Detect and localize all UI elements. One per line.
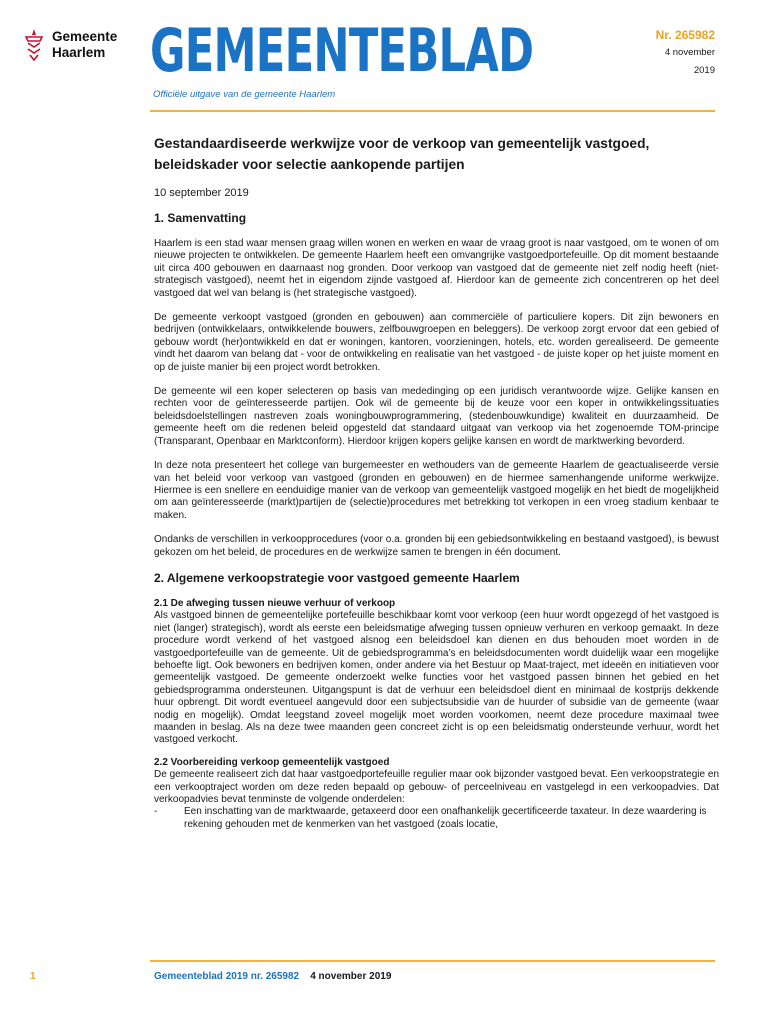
logo-line-2: Haarlem: [52, 45, 106, 60]
masthead-subtitle: Officiële uitgave van de gemeente Haarlem: [153, 89, 336, 100]
paragraph: De gemeente realiseert zich dat haar vastgoedportefeuille regulier maar ook bijzonder vastgoed bevat. Een verkoopstrategie en een verkooptraject worden om deze reden bepaald op gebouw- of perceelniveau en vastgelegd in een verkoopadvies. Dat verkoopadvies bevat tenminste de volgende onderdelen:: [154, 769, 719, 806]
issue-number: Nr. 265982: [655, 28, 715, 42]
paragraph: De gemeente wil een koper selecteren op basis van mededinging op een juridisch verantwoorde wijze. Gelijke kansen en rechten voor de geïnteresseerde partijen. Ook wil de gemeente bij de keuze voor een koper in ontwikkelingssituaties beleidsdoelstellingen nastreven zoals woningbouwprogrammering, (stedenbouwkundige) kwaliteit en duurzaamheid. De gemeente heeft om die redenen beleid opgesteld dat standaard uitgaat van verkoop via het zogenoemde TOM-principe (Transparant, Openbaar en Marktconform). Hierdoor krijgen kopers gelijke kansen en wordt de marktwerking bevorderd.: [154, 386, 719, 447]
haarlem-crest-icon: [22, 27, 46, 61]
logo-line-1: Gemeente: [52, 29, 118, 44]
document-title: Gestandaardiseerde werkwijze voor de verkoop van gemeentelijk vastgoed, beleidskader voor selectie aankopende partijen: [154, 136, 650, 172]
masthead-title: GEMEENTEBLAD: [150, 16, 534, 86]
issue-info: [656, 26, 715, 80]
issue-date: 4 november: [664, 47, 715, 58]
list-bullet: -: [154, 806, 158, 818]
paragraph: Ondanks de verschillen in verkoopprocedures (voor o.a. gronden bij een gebiedsontwikkeling en bestaand vastgoed), is bewust gekozen om het beleid, de procedures en de werkwijze samen te brengen in één document.: [154, 534, 719, 558]
subsection-heading: 2.1 De afweging tussen nieuwe verhuur of verkoop: [154, 597, 396, 609]
page-number: 1: [30, 971, 36, 982]
footer-publication: Gemeenteblad 2019 nr. 265982: [154, 971, 300, 982]
header-divider: [150, 110, 715, 112]
footer-date: 4 november 2019: [310, 971, 392, 982]
section-heading-summary: 1. Samenvatting: [154, 211, 247, 225]
document-body: [154, 133, 719, 831]
issue-year: 2019: [693, 65, 715, 76]
paragraph: In deze nota presenteert het college van burgemeester en wethouders van de gemeente Haarlem de geactualiseerde versie van het beleid voor verkoop van vastgoed (gronden en gebouwen) en de hiermee samenhangende uniforme werkwijze. Hiermee is een snellere en eenduidige manier van de verkoop van gemeentelijk vastgoed mogelijk en het biedt de mogelijkheid om aan geïnteresseerde (markt)partijen de (selectie)procedures met betrekking tot verkopen in een vroeg stadium kenbaar te maken.: [154, 460, 719, 521]
list-item: [154, 806, 719, 831]
footer-citation: [154, 971, 391, 982]
subsection-heading: 2.2 Voorbereiding verkoop gemeentelijk vastgoed: [154, 756, 390, 768]
section-heading-strategy: 2. Algemene verkoopstrategie voor vastgoed gemeente Haarlem: [154, 570, 520, 585]
paragraph: Als vastgoed binnen de gemeentelijke portefeuille beschikbaar komt voor verkoop (een huur wordt opgezegd of het vastgoed is niet (langer) strategisch), wordt als eerste een beleidsmatige afweging tussen opnieuw verhuren en verkoop gemaakt. In deze procedure wordt verkend of het vastgoed alsnog een beleidsdoel kan dienen en dus behouden moet worden in de vastgoedportefeuille van de gemeente. Uit de gebiedsprogramma’s en beleidsdocumenten wordt duidelijk waar een mogelijke behoefte ligt. Ook bewoners en bedrijven komen, onder andere via het Bestuur op Maat-traject, met ideeën en initiatieven voor gemeentelijk vastgoed. De gemeente onderzoekt welke functies voor het vastgoed passen binnen het gebied en het gebiedsprogramma ondersteunen. Uitgangspunt is dat de verhuur een beleidsdoel dient en minimaal de kostprijs dekkende huur opbrengt. Dit wordt eventueel aangevuld door een subjectsubsidie van de huurder of subsidie van de gemeente (waar nodig en mogelijk). Omdat leegstand zoveel mogelijk moet worden voorkomen, neemt deze procedure maximaal twee maanden in beslag. Als na deze twee maanden geen concreet zicht is op een beleidsmatig ondersteunde verhuur, wordt het vastgoed verkocht.: [154, 610, 719, 746]
document-date: 10 september 2019: [154, 187, 249, 199]
list-item-text: Een inschatting van de marktwaarde, getaxeerd door een onafhankelijk gecertificeerde taxateur. In deze waardering is rekening gehouden met de kenmerken van het vastgoed (zoals locatie,: [184, 806, 707, 830]
paragraph: Haarlem is een stad waar mensen graag willen wonen en werken en waar de vraag groot is naar vastgoed, om te wonen of om nieuwe projecten te ontwikkelen. De gemeente Haarlem heeft een omvangrijke vastgoedportefeuille. Op dit moment bestaande uit circa 400 gebouwen en daarnaast nog gronden. Door verkoop van vastgoed dat de gemeente niet zelf nodig heeft (niet-strategisch vastgoed), neemt het in eigendom zijnde vastgoed af. Hierdoor kan de gemeente zich concentreren op het deel vastgoed dat wel van belang is (het strategische vastgoed).: [154, 238, 719, 299]
footer-divider: [150, 960, 715, 962]
paragraph: De gemeente verkoopt vastgoed (gronden en gebouwen) aan commerciële of particuliere kopers. Dit zijn bewoners en bedrijven (ontwikkelaars, ontwikkelende bouwers, zelfbouwgroepen en beleggers). De verkoop zorgt ervoor dat een gebied of gebouw wordt (her)ontwikkeld en dat er woningen, kantoren, voorzieningen, hotels, etc. worden gerealiseerd. De gemeente vindt het daarom van belang dat - voor de ontwikkeling en realisatie van het vastgoed - de juiste koper op het juiste moment en op de juiste manier bij een project wordt betrokken.: [154, 312, 719, 373]
gemeente-haarlem-logo: [22, 27, 132, 63]
